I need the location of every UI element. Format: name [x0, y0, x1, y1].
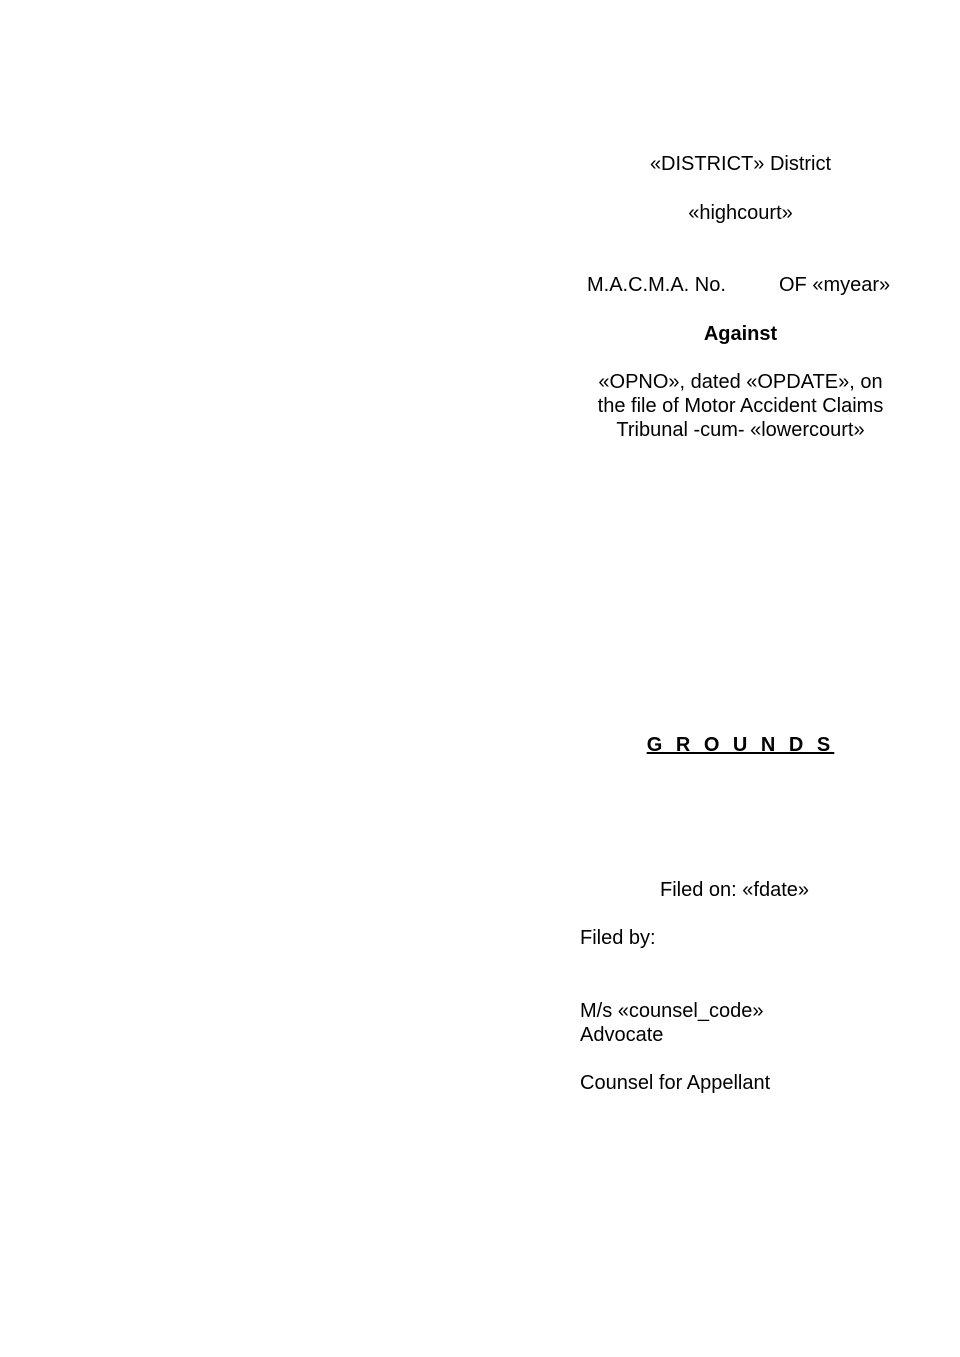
- order-details: [580, 370, 901, 442]
- counsel-block: [580, 999, 763, 1047]
- filed-on-date: Filed on: «fdate»: [660, 879, 809, 901]
- counsel-name: M/s «counsel_code»: [580, 1000, 764, 1022]
- district-heading: «DISTRICT» District: [649, 153, 832, 175]
- counsel-for-appellant: Counsel for Appellant: [580, 1072, 771, 1094]
- against-label: Against: [703, 323, 778, 345]
- macma-number-label: M.A.C.M.A. No.: [587, 274, 726, 296]
- order-details-line: Tribunal -cum- «lowercourt»: [616, 419, 865, 441]
- filed-by-label: Filed by:: [580, 927, 656, 949]
- order-details-line: the file of Motor Accident Claims: [597, 395, 884, 417]
- order-details-line: «OPNO», dated «OPDATE», on: [598, 371, 883, 393]
- highcourt-heading: «highcourt»: [688, 202, 793, 224]
- counsel-title: Advocate: [580, 1024, 664, 1046]
- grounds-title: G R O U N D S: [646, 734, 835, 756]
- macma-year: OF «myear»: [779, 274, 891, 296]
